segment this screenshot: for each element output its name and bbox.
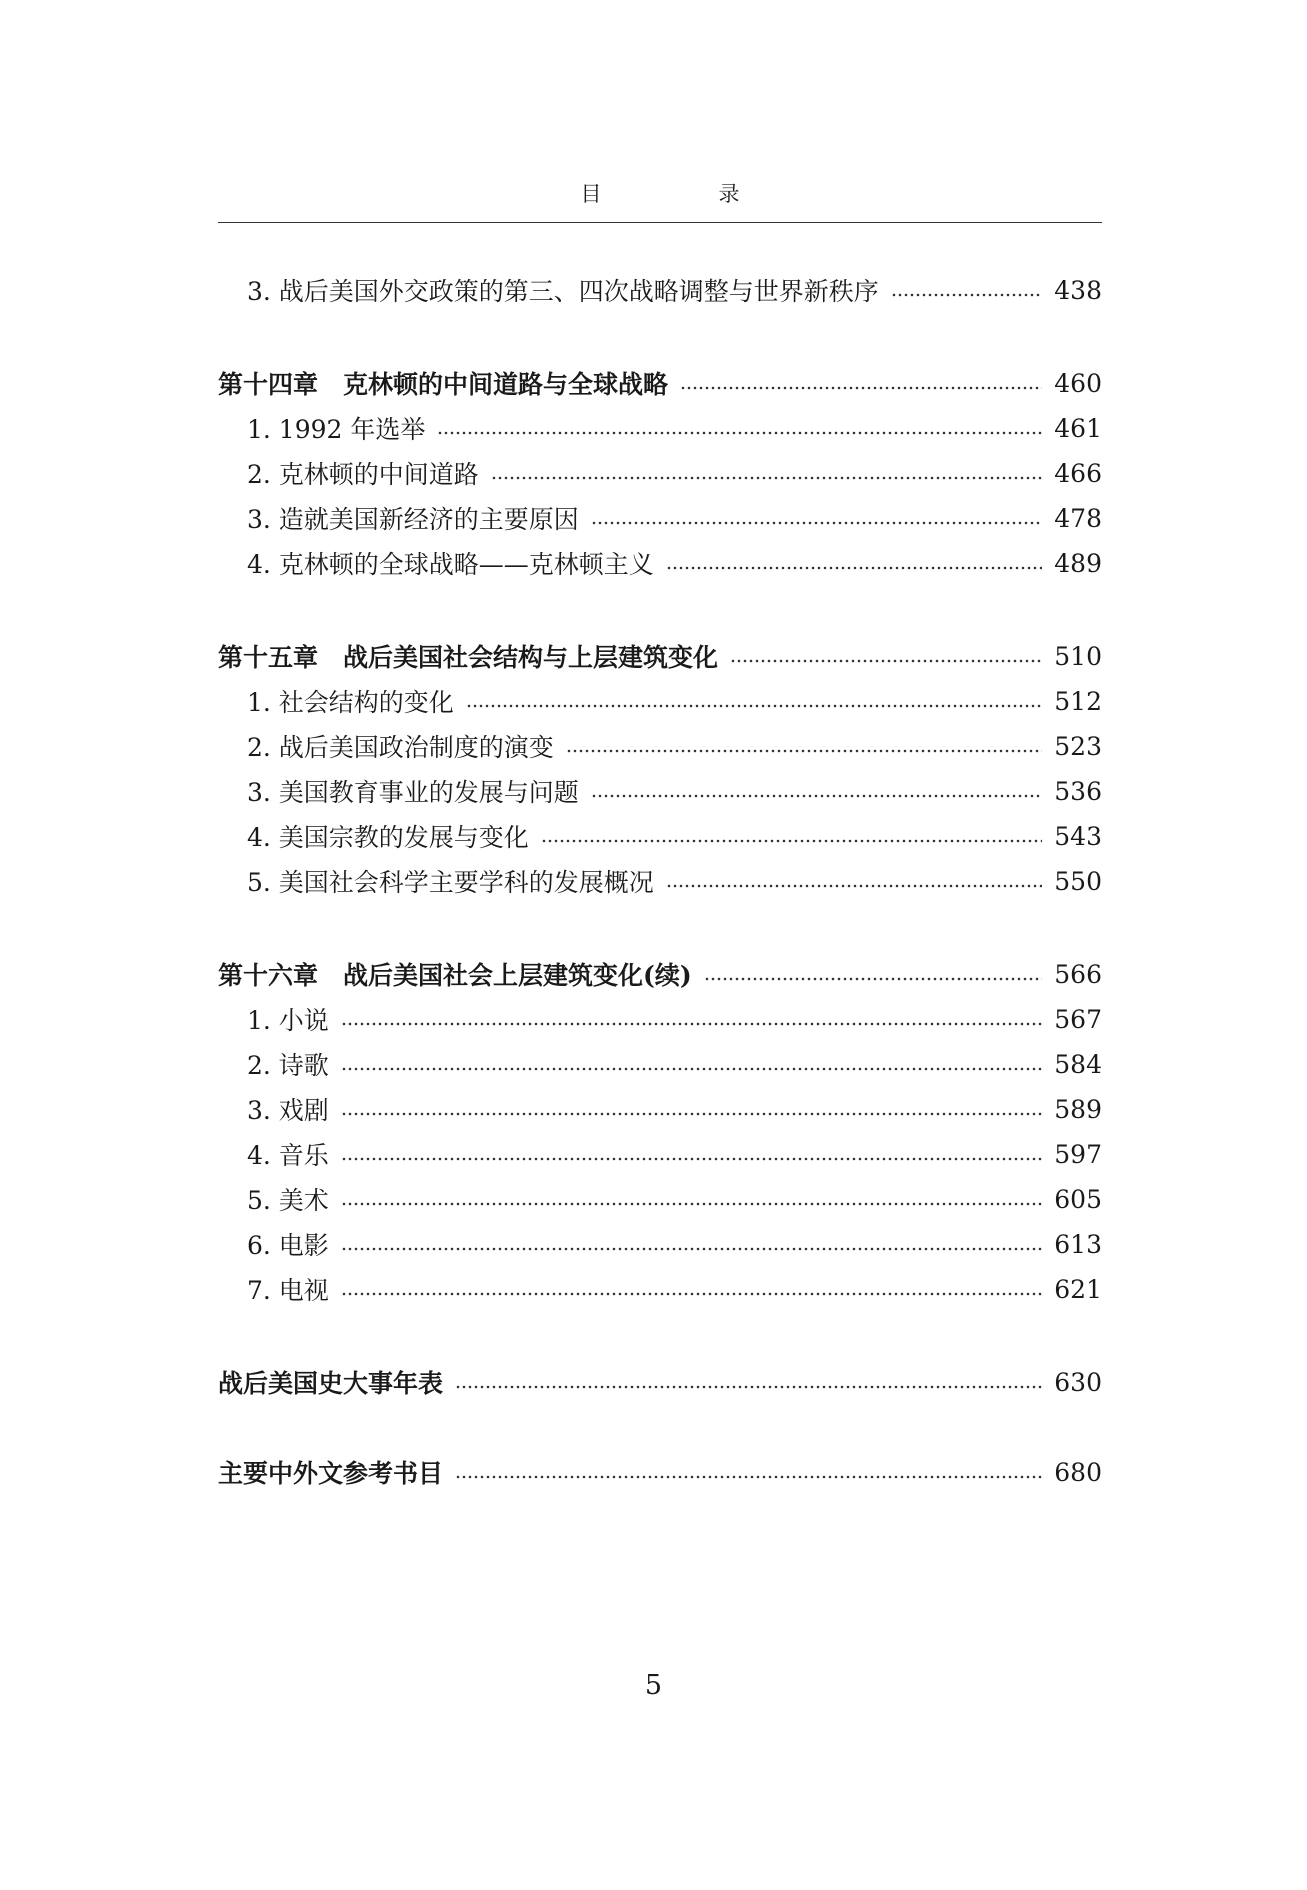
- toc-entry[interactable]: [218, 861, 1102, 901]
- dot-leader: [730, 659, 1042, 663]
- toc-page-number: 466: [1054, 458, 1102, 488]
- toc-entry-label: 3. 美国教育事业的发展与问题: [247, 778, 579, 807]
- dot-leader: [455, 1475, 1042, 1479]
- toc-page-number: 512: [1054, 686, 1102, 716]
- toc-entry[interactable]: [218, 771, 1102, 811]
- dot-leader: [437, 431, 1042, 435]
- toc-entry[interactable]: [218, 270, 1102, 310]
- toc-chapter[interactable]: [218, 1452, 1102, 1492]
- dot-leader: [341, 1067, 1042, 1071]
- dot-leader: [704, 977, 1043, 981]
- toc-chapter-label: 第十五章 战后美国社会结构与上层建筑变化: [218, 643, 719, 672]
- toc-chapter[interactable]: [218, 1362, 1102, 1402]
- dot-leader: [591, 794, 1042, 798]
- toc-entry-label: 4. 美国宗教的发展与变化: [247, 823, 529, 852]
- toc-chapter-label: 第十四章 克林顿的中间道路与全球战略: [218, 370, 669, 399]
- toc-entry-label: 4. 音乐: [247, 1141, 329, 1170]
- toc-page-number: 605: [1054, 1184, 1102, 1214]
- toc-page-number: 536: [1054, 776, 1102, 806]
- toc-entry[interactable]: [218, 453, 1102, 493]
- footer-page-number: 5: [644, 1670, 663, 1701]
- toc-entry-label: 3. 战后美国外交政策的第三、四次战略调整与世界新秩序: [247, 277, 879, 306]
- toc-entry[interactable]: [218, 498, 1102, 538]
- dot-leader: [341, 1112, 1042, 1116]
- dot-leader: [341, 1157, 1042, 1161]
- toc-chapter[interactable]: [218, 636, 1102, 676]
- toc-page-number: 584: [1054, 1049, 1102, 1079]
- toc-page-number: 630: [1054, 1367, 1102, 1397]
- header-title: 目 录: [580, 182, 788, 206]
- dot-leader: [666, 566, 1042, 570]
- toc-page-number: 566: [1054, 959, 1102, 989]
- toc-page-number: 597: [1054, 1139, 1102, 1169]
- toc-entry-label: 4. 克林顿的全球战略——克林顿主义: [247, 550, 654, 579]
- toc-entry[interactable]: [218, 543, 1102, 583]
- toc-entry[interactable]: [218, 408, 1102, 448]
- dot-leader: [666, 884, 1042, 888]
- toc-entry[interactable]: [218, 1224, 1102, 1264]
- dot-leader: [341, 1022, 1042, 1026]
- toc-entry[interactable]: [218, 1134, 1102, 1174]
- toc-page-number: 523: [1054, 731, 1102, 761]
- dot-leader: [341, 1247, 1042, 1251]
- dot-leader: [891, 293, 1042, 297]
- dot-leader: [341, 1292, 1042, 1296]
- toc-entry[interactable]: [218, 816, 1102, 856]
- toc-entry-label: 1. 小说: [247, 1006, 329, 1035]
- toc-page-number: 550: [1054, 866, 1102, 896]
- toc-page-number: 510: [1054, 641, 1102, 671]
- toc-page-number: 438: [1054, 275, 1102, 305]
- toc-page-number: 621: [1054, 1274, 1102, 1304]
- toc-entry-label: 1. 社会结构的变化: [247, 688, 454, 717]
- toc-chapter-label: 主要中外文参考书目: [218, 1459, 444, 1488]
- dot-leader: [566, 749, 1042, 753]
- toc-page-number: 613: [1054, 1229, 1102, 1259]
- toc-entry-label: 2. 克林顿的中间道路: [247, 460, 479, 489]
- toc-chapter-label: 战后美国史大事年表: [218, 1369, 444, 1398]
- toc-entry[interactable]: [218, 681, 1102, 721]
- dot-leader: [541, 839, 1042, 843]
- toc-page-number: 589: [1054, 1094, 1102, 1124]
- toc-page-number: 680: [1054, 1457, 1102, 1487]
- toc-entry-label: 1. 1992 年选举: [247, 415, 426, 444]
- dot-leader: [591, 521, 1042, 525]
- dot-leader: [680, 386, 1042, 390]
- dot-leader: [341, 1202, 1042, 1206]
- toc-entry-label: 5. 美术: [247, 1186, 329, 1215]
- toc-chapter-label: 第十六章 战后美国社会上层建筑变化(续): [218, 961, 692, 990]
- toc-entry-label: 2. 战后美国政治制度的演变: [247, 733, 554, 762]
- toc-entry[interactable]: [218, 1179, 1102, 1219]
- toc-page-number: 460: [1054, 368, 1102, 398]
- toc-entry-label: 3. 戏剧: [247, 1096, 329, 1125]
- toc-entry[interactable]: [218, 1269, 1102, 1309]
- toc-entry[interactable]: [218, 1044, 1102, 1084]
- toc-chapter[interactable]: [218, 363, 1102, 403]
- toc-page-number: 461: [1054, 413, 1102, 443]
- toc-page-number: 478: [1054, 503, 1102, 533]
- toc-entry[interactable]: [218, 999, 1102, 1039]
- toc-chapter[interactable]: [218, 954, 1102, 994]
- toc-entry[interactable]: [218, 1089, 1102, 1129]
- dot-leader: [455, 1385, 1042, 1389]
- toc-entry-label: 5. 美国社会科学主要学科的发展概况: [247, 868, 654, 897]
- toc-page-number: 489: [1054, 548, 1102, 578]
- toc-entry-label: 2. 诗歌: [247, 1051, 329, 1080]
- toc-entry[interactable]: [218, 726, 1102, 766]
- dot-leader: [491, 476, 1042, 480]
- toc-page-number: 543: [1054, 821, 1102, 851]
- toc-entry-label: 7. 电视: [247, 1276, 329, 1305]
- dot-leader: [466, 704, 1042, 708]
- toc-entry-label: 6. 电影: [247, 1231, 329, 1260]
- toc-page-number: 567: [1054, 1004, 1102, 1034]
- toc-entry-label: 3. 造就美国新经济的主要原因: [247, 505, 579, 534]
